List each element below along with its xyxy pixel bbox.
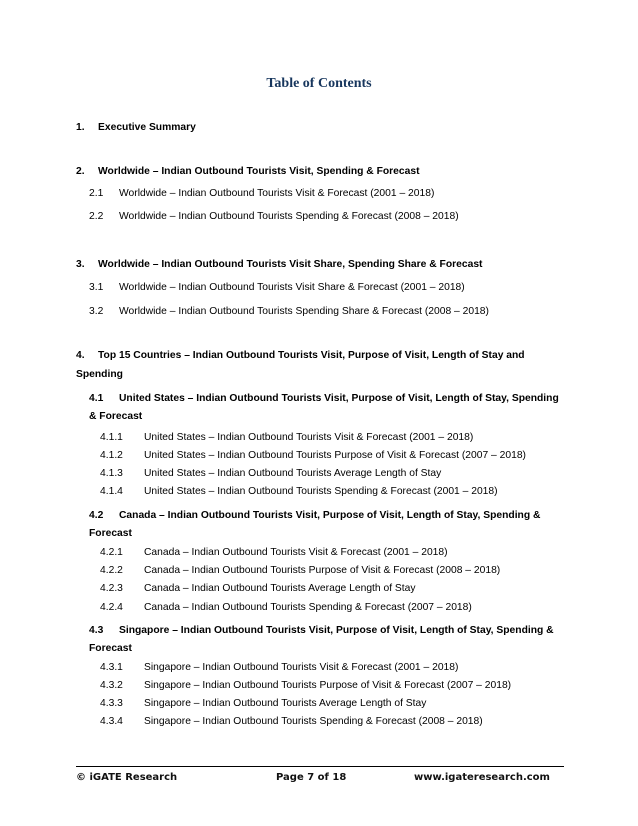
toc-text: Singapore – Indian Outbound Tourists Visit, Purpose of Visit, Length of Stay, Spending & bbox=[119, 625, 554, 636]
toc-number: 4.2.2 bbox=[100, 565, 123, 576]
toc-number: 4.2.4 bbox=[100, 602, 123, 613]
footer-page-number: Page 7 of 18 bbox=[276, 772, 347, 783]
toc-number: 4.1 bbox=[89, 393, 104, 404]
toc-text: Top 15 Countries – Indian Outbound Tourists Visit, Purpose of Visit, Length of Stay and bbox=[98, 350, 525, 361]
toc-number: 2.2 bbox=[89, 211, 104, 222]
toc-text: Worldwide – Indian Outbound Tourists Spending & Forecast (2008 – 2018) bbox=[119, 211, 459, 222]
toc-number: 4.2 bbox=[89, 510, 104, 521]
toc-text: United States – Indian Outbound Tourists Average Length of Stay bbox=[144, 468, 442, 479]
toc-number: 3.1 bbox=[89, 282, 104, 293]
toc-number: 4.1.1 bbox=[100, 432, 123, 443]
toc-text: Canada – Indian Outbound Tourists Purpose of Visit & Forecast (2008 – 2018) bbox=[144, 565, 501, 576]
toc-text: Executive Summary bbox=[98, 122, 196, 133]
toc-number: 4.2.1 bbox=[100, 547, 123, 558]
toc-number: 4.3 bbox=[89, 625, 104, 636]
footer-divider bbox=[76, 766, 564, 767]
toc-number: 4.1.4 bbox=[100, 486, 123, 497]
toc-text: Singapore – Indian Outbound Tourists Purpose of Visit & Forecast (2007 – 2018) bbox=[144, 680, 512, 691]
toc-text-continued: Forecast bbox=[89, 528, 132, 539]
toc-number: 4. bbox=[76, 350, 85, 361]
toc-text-continued: & Forecast bbox=[89, 411, 143, 422]
toc-text-continued: Forecast bbox=[89, 643, 132, 654]
footer-copyright: © iGATE Research bbox=[76, 772, 178, 783]
toc-number: 4.3.1 bbox=[100, 662, 123, 673]
toc-text: Singapore – Indian Outbound Tourists Spending & Forecast (2008 – 2018) bbox=[144, 716, 483, 727]
toc-text: United States – Indian Outbound Tourists Visit, Purpose of Visit, Length of Stay, Spending bbox=[119, 393, 559, 404]
toc-text: Worldwide – Indian Outbound Tourists Visit & Forecast (2001 – 2018) bbox=[119, 188, 435, 199]
toc-number: 4.3.3 bbox=[100, 698, 123, 709]
toc-text: United States – Indian Outbound Tourists Visit & Forecast (2001 – 2018) bbox=[144, 432, 474, 443]
toc-text: United States – Indian Outbound Tourists Purpose of Visit & Forecast (2007 – 2018) bbox=[144, 450, 526, 461]
toc-text: Worldwide – Indian Outbound Tourists Spending Share & Forecast (2008 – 2018) bbox=[119, 306, 489, 317]
toc-number: 2.1 bbox=[89, 188, 104, 199]
toc-text: Worldwide – Indian Outbound Tourists Visit Share & Forecast (2001 – 2018) bbox=[119, 282, 465, 293]
toc-text: Canada – Indian Outbound Tourists Average Length of Stay bbox=[144, 583, 416, 594]
toc-text: United States – Indian Outbound Tourists Spending & Forecast (2001 – 2018) bbox=[144, 486, 498, 497]
toc-text: Worldwide – Indian Outbound Tourists Visit Share, Spending Share & Forecast bbox=[98, 259, 483, 270]
toc-number: 1. bbox=[76, 122, 85, 133]
toc-text: Canada – Indian Outbound Tourists Visit & Forecast (2001 – 2018) bbox=[144, 547, 448, 558]
toc-number: 4.1.3 bbox=[100, 468, 123, 479]
toc-text: Canada – Indian Outbound Tourists Spending & Forecast (2007 – 2018) bbox=[144, 602, 472, 613]
toc-text: Singapore – Indian Outbound Tourists Average Length of Stay bbox=[144, 698, 427, 709]
toc-text-continued: Spending bbox=[76, 369, 123, 380]
toc-text: Canada – Indian Outbound Tourists Visit, Purpose of Visit, Length of Stay, Spending & bbox=[119, 510, 541, 521]
toc-text: Worldwide – Indian Outbound Tourists Visit, Spending & Forecast bbox=[98, 166, 420, 177]
page-title: Table of Contents bbox=[266, 76, 372, 91]
toc-text: Singapore – Indian Outbound Tourists Visit & Forecast (2001 – 2018) bbox=[144, 662, 459, 673]
toc-number: 3.2 bbox=[89, 306, 104, 317]
toc-number: 4.2.3 bbox=[100, 583, 123, 594]
toc-number: 4.1.2 bbox=[100, 450, 123, 461]
toc-number: 3. bbox=[76, 259, 85, 270]
footer-website: www.igateresearch.com bbox=[414, 772, 550, 783]
toc-number: 2. bbox=[76, 166, 85, 177]
toc-number: 4.3.2 bbox=[100, 680, 123, 691]
toc-number: 4.3.4 bbox=[100, 716, 123, 727]
